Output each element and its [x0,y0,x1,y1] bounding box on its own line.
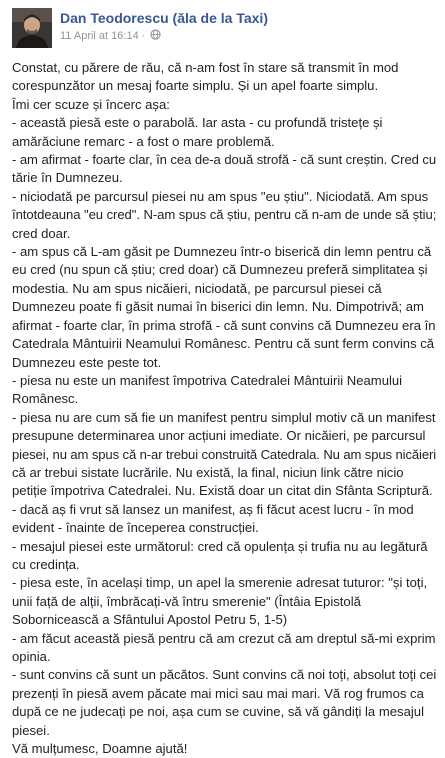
post-text-line: Românesc. [12,391,79,407]
post-text-line: petiție împotriva Catedralei. Nu. Există doar un citat din Sfânta Scriptură. [12,483,433,499]
post-text-line: - am spus că L-am găsit pe Dumnezeu într-o biserică din lemn pentru că [12,244,432,260]
avatar[interactable] [12,8,52,48]
post-text-line: eu cred (nu spun că știu; cred doar) că Dumnezeu preferă simplitatea și [12,262,428,278]
post-text-line: prezenți în piesă avem păcate mai mici sau mai mari. Vă rog frumos ca [12,685,424,701]
post-timestamp[interactable]: 11 April at 16:14 [60,30,139,42]
post-text-line: amărăciune remarc - a fost o mare problemă. [12,133,275,149]
post-text-line: - piesa nu este un manifest împotriva Catedralei Mântuirii Neamului [12,372,403,388]
post-text-line: că ar trebui sistate lucrările. Nu există, la final, niciun link către nicio [12,464,404,480]
post-text-line: Catedrala Mântuirii Neamului Românesc. Pentru că sunt ferm convins că [12,336,435,352]
post-text-line: Constat, cu părere de rău, că n-am fost în stare să transmit în mod [12,60,399,75]
post-text-line: Dumnezeu este peste tot. [12,354,162,370]
author-name[interactable]: Dan Teodorescu (ăla de la Taxi) [60,10,268,26]
post-text-line: - dacă aș fi vrut să lansez un manifest, aș fi făcut acest lucru - în mod [12,501,414,517]
post-text-line: unii față de alții, îmbrăcați-vă întru smerenie" (Întâia Epistolă [12,593,361,609]
post-text-line: - sunt convins că sunt un păcătos. Sunt convins că noi toți, absolut toți cei [12,667,437,683]
post-text-line: opinia. [12,649,51,664]
post-header [12,8,432,48]
post-body [12,59,436,758]
post-text-line: corespunzător un mesaj foarte simplu. Și un apel foarte simplu. [12,78,379,94]
post-text-line: după ce ne judecați pe noi, așa cum se cuvine, să vă gândiți la mesajul [12,704,424,720]
meta-separator: · [141,30,146,42]
post-text-line: piesei, nu am spus că n-ar trebui construită Catedrala. Nu am spus nicăieri [12,446,437,462]
post-text-line: afirmat - foarte clar, în prima strofă - că sunt convins că Dumnezeu era în [12,317,436,333]
post-text-line: Vă mulțumesc, Doamne ajută! [12,741,188,757]
post-text-line: - această piesă este o parabolă. Iar asta - cu profundă tristețe și [12,115,383,131]
post-text-line: Dumnezeu poate fi găsit numai în biserici din lemn. Nu. Dimpotrivă; am [12,299,424,315]
post-meta [60,29,161,42]
post-text-line: presupune determinarea unor acțiuni imediate. Or nicăieri, pe parcursul [12,428,426,444]
post-text-line: cred doar. [12,225,71,241]
post-text-line: întotdeauna "eu cred". N-am spus că știu, pentru că n-am de unde să știu; [12,207,437,223]
post-text-line: - am făcut această piesă pentru că am crezut că am dreptul să-mi exprim [12,630,436,646]
post-text-line: - mesajul piesei este următorul: cred că opulența și trufia nu au legătură [12,538,428,554]
post-text-line: modestia. Nu am spus nicăieri, niciodată, pe parcursul piesei că [12,280,382,296]
post-text-line: evident - înainte de începerea construcției. [12,520,259,536]
globe-icon[interactable] [150,29,161,40]
profile-photo-icon [12,8,52,48]
post-text-line: Îmi cer scuze și încerc așa: [12,96,170,112]
post-text-line: - am afirmat - foarte clar, în cea de-a două strofă - că sunt creștin. Cred cu [12,152,437,168]
post-text-line: piesei. [12,722,50,738]
post-text-line: tărie în Dumnezeu. [12,170,123,186]
post-text-line: - piesa este, în același timp, un apel la smerenie adresat tuturor: "și toți, [12,575,428,591]
post-text-line: - niciodată pe parcursul piesei nu am spus "eu știu". Niciodată. Am spus [12,188,429,204]
post-text-line: - piesa nu are cum să fie un manifest pentru simplul motiv că un manifest [12,409,436,425]
post-text-line: Sobornicească a Sfântului Apostol Petru 5, 1-5) [12,612,288,628]
post-text-line: cu credința. [12,556,80,572]
